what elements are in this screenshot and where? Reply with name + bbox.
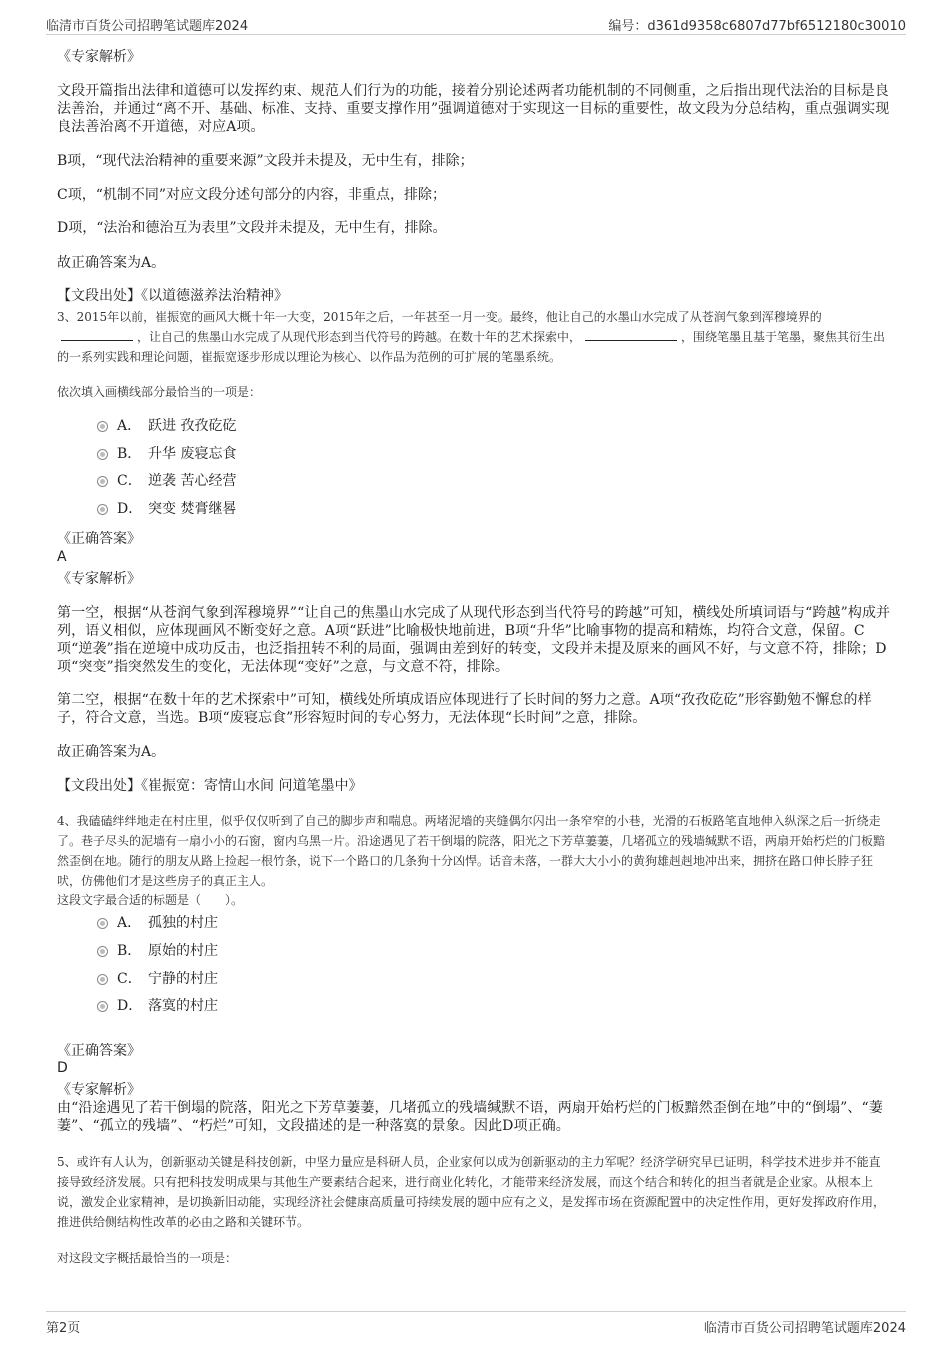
q3-stem-part3: ，围绕笔墨且基于笔墨，聚焦其衍生出的一系列实践和理论问题，崔振宽逐步形成以理论为核心、以作品为范例的可扩展的笔墨系统。 — [57, 330, 886, 364]
header-doc-id: 编号：d361d9358c6807d77bf6512180c30010 — [608, 19, 906, 34]
option-letter: B． — [117, 446, 142, 462]
option-text: 落寞的村庄 — [148, 998, 218, 1014]
option-letter: B． — [117, 943, 142, 959]
q2-expert-label: 《专家解析》 — [57, 49, 141, 65]
option-letter: C． — [117, 971, 142, 987]
q3-conclusion: 故正确答案为A。 — [57, 744, 166, 760]
option-letter: D． — [117, 501, 143, 517]
radio-button[interactable] — [97, 421, 108, 432]
option-text: 孤独的村庄 — [148, 915, 218, 931]
radio-button[interactable] — [97, 504, 108, 515]
option-text: 原始的村庄 — [148, 943, 218, 959]
q2-analysis-b: B项，“现代法治精神的重要来源”文段并未提及，无中生有，排除； — [57, 153, 474, 169]
q3-stem-part1: 3、2015年以前，崔振宽的画风大概十年一大变，2015年之后，一年甚至一月一变。最终，他让自己的水墨山水完成了从苍润气象到浑穆境界的 — [57, 310, 822, 324]
footer-doc-title: 临清市百货公司招聘笔试题库2024 — [703, 1321, 906, 1336]
page-footer — [46, 1311, 906, 1338]
q3-answer-label: 《正确答案》 — [57, 531, 141, 547]
q3-expert-label: 《专家解析》 — [57, 571, 141, 587]
option-letter: A． — [117, 915, 142, 931]
radio-button[interactable] — [97, 449, 108, 460]
option-text: 逆袭 苦心经营 — [148, 473, 237, 489]
q2-analysis-c: C项，“机制不同”对应文段分述句部分的内容，非重点，排除； — [57, 187, 447, 203]
q4-answer-label: 《正确答案》 — [57, 1043, 141, 1059]
q4-answer: D — [57, 1060, 68, 1076]
option-text: 宁静的村庄 — [148, 971, 218, 987]
q3-stem-part2: ，让自己的焦墨山水完成了从现代形态到当代符号的跨越。在数十年的艺术探索中， — [137, 330, 582, 344]
option-text: 跃进 孜孜矻矻 — [148, 418, 237, 434]
q3-analysis-p1: 第一空，根据“从苍润气象到浑穆境界”“让自己的焦墨山水完成了从现代形态到当代符号的跨越”可知，横线处所填词语与“跨越”构成并列，语义相似，应体现画风不断变好之意。A项“跃进”比喻极快地前进，B项“升华”比喻事物的提高和精炼，均符合文意，保留。C项“逆袭”指在逆境中成功反击，也泛指扭转不利的局面，强调由差到好的转变，文段并未提及原来的画风不好，与文意不符，排除；D项“突变”指突然发生的变化，无法体现“变好”之意，与文意不符，排除。 — [57, 605, 891, 675]
radio-button[interactable] — [97, 476, 108, 487]
q4-analysis: 由“沿途遇见了若干倒塌的院落，阳光之下芳草萋萋，几堵孤立的残墙缄默不语，两扇开始朽烂的门板黯然歪倒在地”中的“倒塌”、“萋萋”、“孤立的残墙”、“朽烂”可知，文段描述的是一种落寞的景象。因此D项正确。 — [57, 1100, 883, 1134]
q3-answer: A — [57, 549, 67, 565]
page-header — [46, 12, 906, 35]
radio-button[interactable] — [97, 946, 108, 957]
option-letter: D． — [117, 998, 143, 1014]
option-letter: C． — [117, 473, 142, 489]
q3-prompt: 依次填入画横线部分最恰当的一项是： — [57, 385, 262, 399]
option-text: 突变 焚膏继晷 — [148, 501, 237, 517]
radio-button[interactable] — [97, 918, 108, 929]
q4-stem: 4、我磕磕绊绊地走在村庄里，似乎仅仅听到了自己的脚步声和喘息。两堵泥墙的夹缝偶尔闪出一条窄窄的小巷，光滑的石板路笔直地伸入纵深之后一折绕走了。巷子尽头的泥墙有一扇小小的石窗，窗内乌黑一片。沿途遇见了若干倒塌的院落，阳光之下芳草萋萋，几堵孤立的残墙缄默不语，两扇开始朽烂的门板黯然歪倒在地。随行的朋友从路上捡起一根竹条，说下一个路口的几条狗十分凶悍。话音未落，一群大大小小的黄狗雄赳赳地冲出来，拥挤在路口伸长脖子狂吠，仿佛他们才是这些房子的真正主人。 — [57, 814, 886, 888]
radio-button[interactable] — [97, 974, 108, 985]
q2-source: 【文段出处】《以道德滋养法治精神》 — [57, 288, 288, 304]
header-doc-title: 临清市百货公司招聘笔试题库2024 — [46, 19, 249, 34]
option-letter: A． — [117, 418, 142, 434]
q3-stem — [57, 307, 892, 367]
q5-prompt: 对这段文字概括最恰当的一项是： — [57, 1251, 238, 1265]
q2-analysis-p1: 文段开篇指出法律和道德可以发挥约束、规范人们行为的功能，接着分别论述两者功能机制的不同侧重，之后指出现代法治的目标是良法善治，并通过“离不开、基础、标准、支持、重要支撑作用”强调道德对于实现这一目标的重要性，故文段为分总结构，重点强调实现良法善治离不开道德，对应A项。 — [57, 83, 890, 135]
q5-stem: 5、或许有人认为，创新驱动关键是科技创新，中坚力量应是科研人员，企业家何以成为创新驱动的主力军呢？经济学研究早已证明，科学技术进步并不能直接导致经济发展。只有把科技发明成果与其他生产要素结合起来，进行商业化转化，才能带来经济发展，而这个结合和转化的担当者就是企业家。从根本上说，激发企业家精神，是切换新旧动能，实现经济社会健康高质量可持续发展的题中应有之义，是发挥市场在资源配置中的决定性作用，更好发挥政府作用，推进供给侧结构性改革的必由之路和关键环节。 — [57, 1155, 886, 1229]
q2-analysis-d: D项，“法治和德治互为表里”文段并未提及，无中生有，排除。 — [57, 220, 447, 236]
q3-blank-1 — [61, 328, 133, 341]
q2-conclusion: 故正确答案为A。 — [57, 255, 166, 271]
option-text: 升华 废寝忘食 — [148, 446, 237, 462]
q4-prompt: 这段文字最合适的标题是（ ）。 — [57, 893, 244, 907]
q3-analysis-p2: 第二空，根据“在数十年的艺术探索中”可知，横线处所填成语应体现进行了长时间的努力之意。A项“孜孜矻矻”形容勤勉不懈怠的样子，符合文意，当选。B项“废寝忘食”形容短时间的专心努力，无法体现“长时间”之意，排除。 — [57, 692, 872, 726]
radio-button[interactable] — [97, 1001, 108, 1012]
footer-page-number: 第2页 — [46, 1321, 81, 1336]
q4-expert-label: 《专家解析》 — [57, 1082, 141, 1098]
q3-blank-2 — [585, 328, 677, 341]
q3-source: 【文段出处】《崔振宽：寄情山水间 问道笔墨中》 — [57, 778, 363, 794]
